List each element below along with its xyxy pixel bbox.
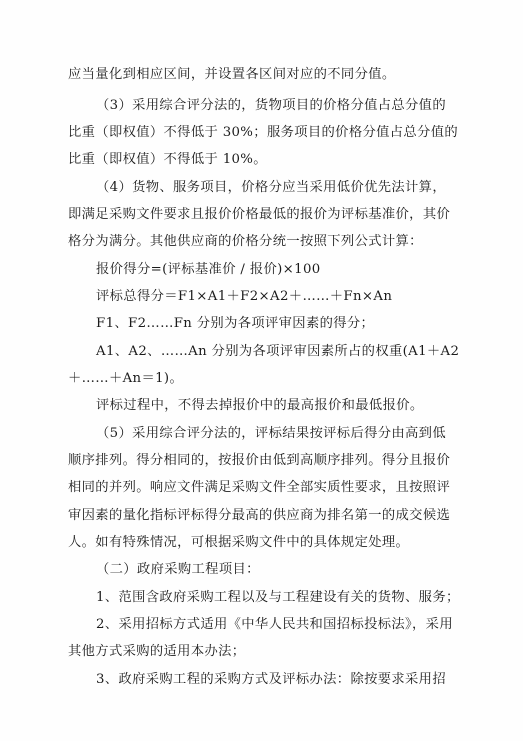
- formula-total-score: 评标总得分＝F1×A1＋F2×A2＋……＋Fn×An: [96, 289, 393, 304]
- paragraph-line-1: 应当量化到相应区间，并设置各区间对应的不同分值。: [68, 67, 396, 82]
- list-item-1: 1、范围含政府采购工程以及与工程建设有关的货物、服务；: [96, 590, 460, 605]
- paragraph-line-15: 顺序排列。得分相同的，按报价由低到高顺序排列。得分且报价: [68, 453, 451, 468]
- formula-a-definition: A1、A2、……An 分别为各项评审因素所占的权重(A1＋A2: [96, 344, 460, 359]
- paragraph-line-4: 比重（即权值）不得低于 10%。: [68, 152, 267, 167]
- paragraph-line-18: 人。如有特殊情况，可根据采购文件中的具体规定处理。: [68, 535, 410, 550]
- paragraph-line-7: 格分为满分。其他供应商的价格分统一按照下列公式计算：: [68, 234, 423, 249]
- formula-f-definition: F1、F2……Fn 分别为各项评审因素的得分；: [96, 316, 375, 331]
- paragraph-line-6: 即满足采购文件要求且报价价格最低的报价为评标基准价，其价: [68, 207, 451, 222]
- formula-price-score: 报价得分=(评标基准价 / 报价)×100: [96, 262, 321, 277]
- list-item-2: 2、采用招标方式适用《中华人民共和国招标投标法》，采用: [96, 617, 453, 632]
- paragraph-line-2: （3）采用综合评分法的，货物项目的价格分值占总分值的: [96, 98, 446, 113]
- list-item-2-cont: 其他方式采购的适用本办法；: [68, 644, 246, 659]
- paragraph-line-17: 审因素的量化指标评标得分最高的供应商为排名第一的成交候选: [68, 508, 451, 523]
- paragraph-line-5: （4）货物、服务项目，价格分应当采用低价优先法计算，: [96, 180, 446, 195]
- paragraph-line-3: 比重（即权值）不得低于 30%；服务项目的价格分值占总分值的: [68, 125, 458, 140]
- paragraph-line-16: 相同的并列。响应文件满足采购文件全部实质性要求，且按照评: [68, 480, 451, 495]
- paragraph-line-14: （5）采用综合评分法的，评标结果按评标后得分由高到低: [96, 426, 446, 441]
- list-item-3: 3、政府采购工程的采购方式及评标办法：除按要求采用招: [96, 672, 446, 687]
- paragraph-line-13: 评标过程中，不得去掉报价中的最高报价和最低报价。: [96, 398, 424, 413]
- section-heading: （二）政府采购工程项目：: [96, 562, 260, 577]
- formula-a-definition-cont: ＋……＋An＝1)。: [68, 371, 184, 386]
